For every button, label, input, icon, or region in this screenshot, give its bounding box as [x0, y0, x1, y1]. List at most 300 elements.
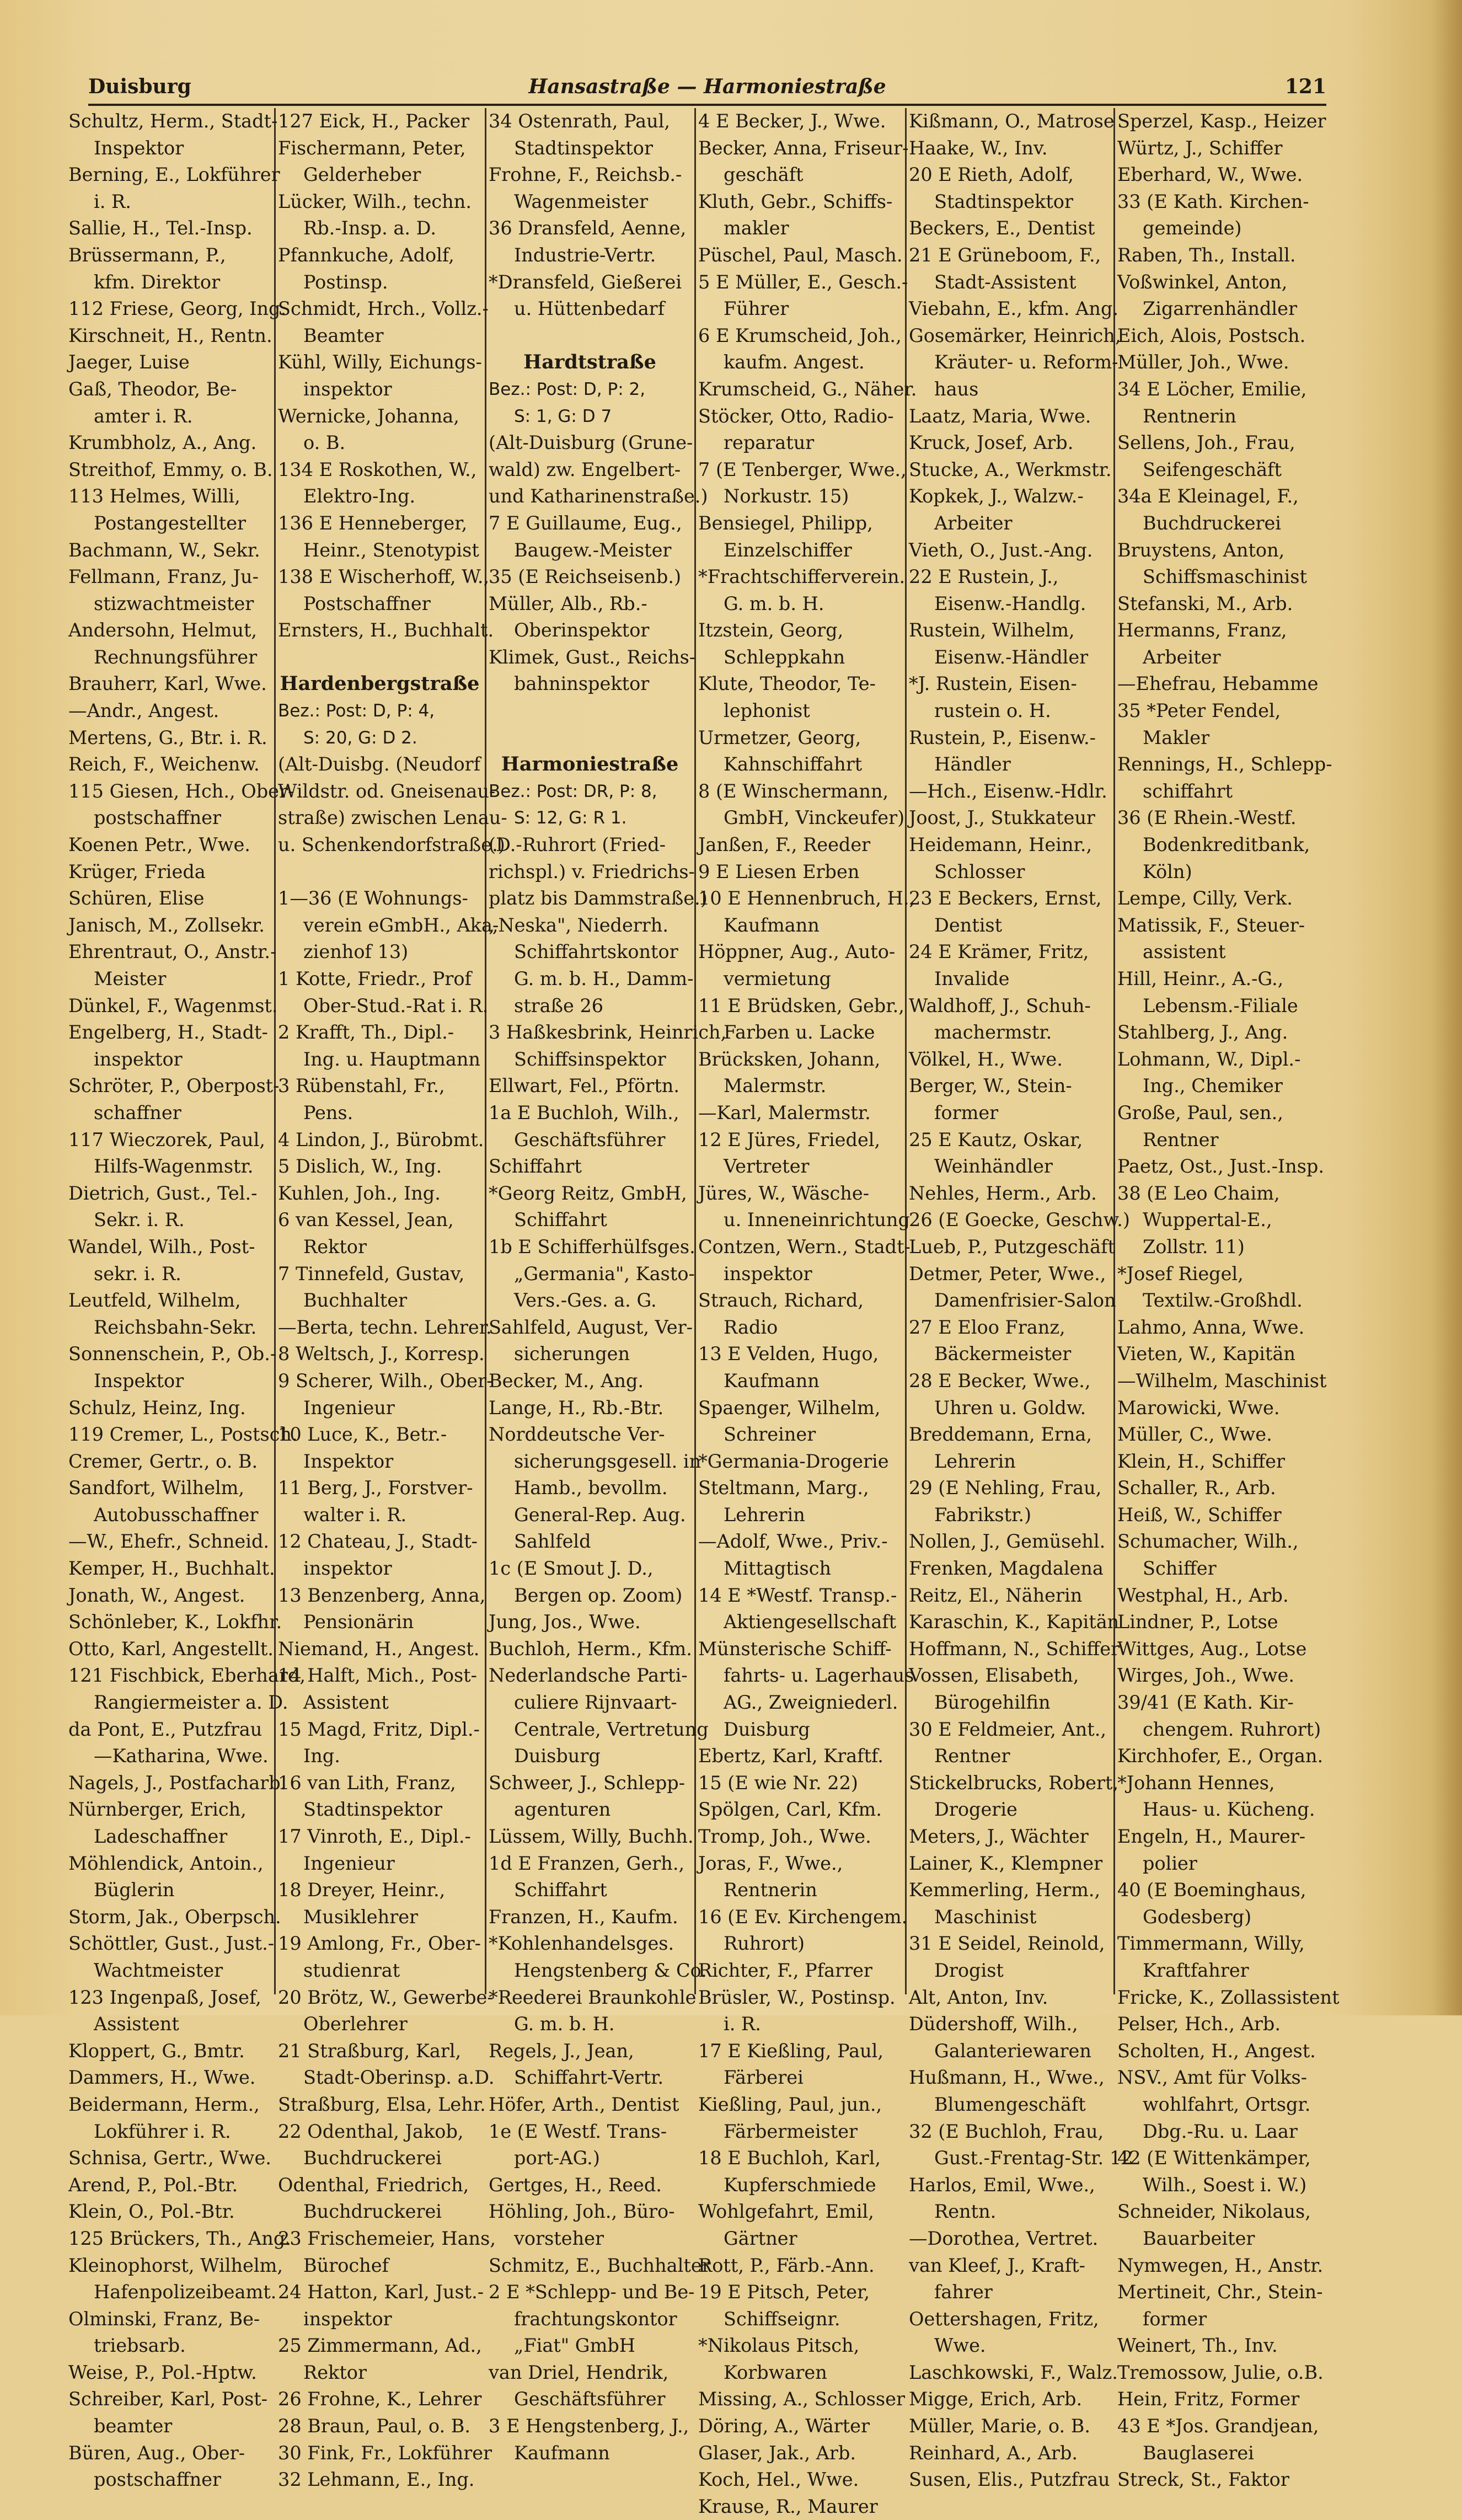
directory-entry-line: 18 E Buchloh, Karl, — [698, 2147, 881, 2169]
directory-entry-line: Jung, Jos., Wwe. — [489, 1611, 641, 1633]
directory-entry-line: Storm, Jak., Oberpsch. — [68, 1906, 281, 1928]
directory-entry-line: Heiß, W., Schiffer — [1117, 1504, 1282, 1526]
directory-entry-line: Schiffahrt — [489, 1155, 582, 1178]
directory-entry-line: Nagels, J., Postfacharb. — [68, 1772, 287, 1794]
directory-entry-line: Pelser, Hch., Arb. — [1117, 2013, 1281, 2035]
directory-entry-line: vermietung — [724, 968, 832, 989]
directory-entry-line: Hill, Heinr., A.-G., — [1117, 968, 1284, 989]
directory-entry-line: Joras, F., Wwe., — [698, 1852, 843, 1874]
street-heading: Hardenbergstraße — [280, 672, 480, 695]
directory-entry-line: Lueb, P., Putzgeschäft — [909, 1235, 1115, 1258]
directory-entry-line: Rennings, H., Schlepp- — [1117, 753, 1332, 775]
directory-entry-line: Gosemärker, Heinrich, — [909, 324, 1121, 346]
directory-entry-line: Duisburg — [514, 1745, 601, 1767]
directory-entry-line: Ing., Chemiker — [1143, 1075, 1283, 1097]
directory-entry-line: fahrts- u. Lagerhaus — [724, 1665, 914, 1687]
directory-entry-line: Bürochef — [303, 2254, 389, 2276]
directory-entry-line: 14 E *Westf. Transp.- — [698, 1584, 897, 1606]
directory-entry-line: Sahlfeld, August, Ver- — [489, 1316, 693, 1338]
directory-entry-line: Kuhlen, Joh., Ing. — [278, 1182, 441, 1204]
directory-entry-line: Schiffsmaschinist — [1143, 566, 1307, 588]
directory-entry-line: Lehrerin — [724, 1504, 805, 1526]
directory-entry-line: Susen, Elis., Putzfrau — [909, 2469, 1110, 2491]
directory-entry-line: Paetz, Ost., Just.-Insp. — [1117, 1155, 1325, 1178]
directory-entry-line: Hußmann, H., Wwe., — [909, 2067, 1105, 2089]
directory-entry-line: Kühl, Willy, Eichungs- — [278, 351, 482, 373]
directory-entry-line: 125 Brückers, Th., Ang. — [68, 2227, 291, 2249]
directory-entry-line: Buchdruckerei — [303, 2201, 442, 2223]
directory-entry-line: Sellens, Joh., Frau, — [1117, 432, 1295, 454]
directory-entry-line: 6 E Krumscheid, Joh., — [698, 324, 902, 346]
directory-entry-line: G. m. b. H. — [724, 592, 824, 614]
directory-entry-line: Detmer, Peter, Wwe., — [909, 1262, 1106, 1285]
directory-entry-line: schaffner — [94, 1101, 181, 1123]
directory-entry-line: Einzelschiffer — [724, 539, 852, 561]
directory-entry-line: Matissik, F., Steuer- — [1117, 914, 1305, 936]
directory-entry-line: zienhof 13) — [303, 941, 409, 963]
directory-entry-line: Wwe. — [934, 2335, 986, 2357]
directory-entry-line: Blumengeschäft — [934, 2093, 1086, 2115]
directory-entry-line: Ernsters, H., Buchhalt. — [278, 619, 494, 641]
directory-entry-line: Meister — [94, 968, 167, 989]
directory-entry-line: Meters, J., Wächter — [909, 1826, 1089, 1847]
directory-entry-line: Dammers, H., Wwe. — [68, 2067, 256, 2089]
directory-column-6 — [1115, 108, 1340, 2491]
directory-entry-line: Farben u. Lacke — [724, 1021, 875, 1044]
directory-entry-line: Schreiner — [724, 1424, 816, 1446]
directory-entry-line: 127 Eick, H., Packer — [278, 110, 470, 132]
directory-entry-line: 13 E Velden, Hugo, — [698, 1343, 879, 1365]
directory-entry-line: *Germania-Drogerie — [698, 1450, 889, 1472]
directory-entry-line: Postschaffner — [303, 592, 431, 614]
directory-entry-line: (Alt-Duisbg. (Neudorf — [278, 753, 481, 775]
directory-entry-line: —Adolf, Wwe., Priv.- — [698, 1531, 888, 1553]
directory-entry-line: Weinhändler — [934, 1155, 1053, 1178]
directory-entry-line: Zollstr. 11) — [1143, 1235, 1245, 1258]
directory-entry-line: Rektor — [303, 1235, 367, 1258]
directory-entry-line: Inspektor — [303, 1450, 394, 1472]
directory-entry-line: 22 Odenthal, Jakob, — [278, 2120, 464, 2142]
directory-entry-line: Textilw.-Großhdl. — [1143, 1290, 1303, 1312]
directory-entry-line: 4 E Becker, J., Wwe. — [698, 110, 886, 132]
directory-entry-line: 23 Frischemeier, Hans, — [278, 2227, 496, 2249]
directory-entry-line: Laatz, Maria, Wwe. — [909, 405, 1091, 427]
directory-entry-line: Müller, Alb., Rb.- — [489, 592, 647, 614]
directory-entry-line: Vieten, W., Kapitän — [1117, 1343, 1295, 1365]
directory-entry-line: Viebahn, E., kfm. Ang. — [909, 298, 1119, 320]
directory-entry-line: Fricke, K., Zollassistent — [1117, 1986, 1340, 2008]
directory-entry-line: 3 Haßkesbrink, Heinrich, — [489, 1021, 727, 1044]
directory-entry-line: Sperzel, Kasp., Heizer — [1117, 110, 1326, 132]
directory-entry-line: Mittagtisch — [724, 1558, 832, 1580]
directory-entry-line: Würtz, J., Schiffer — [1117, 137, 1283, 159]
directory-entry-line: 2 E *Schlepp- und Be- — [489, 2281, 695, 2303]
directory-entry-line: Korbwaren — [724, 2361, 827, 2383]
directory-entry-line: Franzen, H., Kaufm. — [489, 1906, 678, 1928]
directory-entry-line: Schiffseignr. — [724, 2308, 840, 2330]
directory-entry-line: —Berta, techn. Lehrer. — [278, 1316, 492, 1338]
directory-entry-line: u. Hüttenbedarf — [514, 298, 665, 320]
directory-entry-line: Lücker, Wilh., techn. — [278, 190, 472, 212]
district-note: S: 12, G: R 1. — [514, 808, 627, 828]
directory-entry-line: —Wilhelm, Maschinist — [1117, 1369, 1327, 1392]
directory-entry-line: Bäckermeister — [934, 1343, 1072, 1365]
directory-entry-line: Bürogehilfin — [934, 1692, 1051, 1714]
directory-entry-line: Arbeiter — [934, 512, 1013, 534]
directory-entry-line: assistent — [1143, 941, 1226, 963]
directory-entry-line: Ing. u. Hauptmann — [303, 1048, 480, 1070]
directory-entry-line: 134 E Roskothen, W., — [278, 458, 477, 480]
directory-entry-line: Andersohn, Helmut, — [68, 619, 258, 641]
directory-entry-line: 26 Frohne, K., Lehrer — [278, 2388, 482, 2410]
directory-entry-line: 2 Krafft, Th., Dipl.- — [278, 1021, 454, 1044]
directory-entry-line: schiffahrt — [1143, 780, 1233, 802]
directory-entry-line: studienrat — [303, 1959, 400, 1981]
directory-entry-line: *Nikolaus Pitsch, — [698, 2335, 860, 2357]
directory-entry-line: Weise, P., Pol.-Hptw. — [68, 2361, 257, 2383]
directory-entry-line: Streck, St., Faktor — [1117, 2469, 1289, 2491]
directory-entry-line: 7 (E Tenberger, Wwe., — [698, 458, 907, 480]
directory-entry-line: Wagenmeister — [514, 190, 649, 212]
directory-entry-line: Centrale, Vertretung — [514, 1718, 709, 1740]
directory-entry-line: 11 Berg, J., Forstver- — [278, 1477, 473, 1499]
directory-entry-line: Beidermann, Herm., — [68, 2093, 260, 2115]
directory-entry-line: Assistent — [94, 2013, 179, 2035]
directory-entry-line: 3 Rübenstahl, Fr., — [278, 1075, 445, 1097]
directory-entry-line: 115 Giesen, Hch., Ober- — [68, 780, 294, 802]
directory-entry-line: 32 Lehmann, E., Ing. — [278, 2469, 475, 2491]
directory-entry-line: 4 Lindon, J., Bürobmt. — [278, 1128, 484, 1151]
directory-entry-line: Völkel, H., Wwe. — [909, 1048, 1063, 1070]
directory-entry-line: 1—36 (E Wohnungs- — [278, 887, 468, 909]
directory-entry-line: Marowicki, Wwe. — [1117, 1397, 1280, 1419]
directory-entry-line: Nehles, Herm., Arb. — [909, 1182, 1097, 1204]
directory-entry-line: Harlos, Emil, Wwe., — [909, 2174, 1095, 2196]
district-note: S: 20, G: D 2. — [303, 727, 417, 748]
directory-entry-line: 1c (E Smout J. D., — [489, 1558, 654, 1580]
directory-entry-line: Elektro-Ing. — [303, 485, 416, 507]
directory-entry-line: Bensiegel, Philipp, — [698, 512, 873, 534]
directory-entry-line: Rentner — [1143, 1128, 1219, 1151]
directory-entry-line: agenturen — [514, 1799, 611, 1821]
directory-entry-line: —Karl, Malermstr. — [698, 1101, 871, 1123]
directory-entry-line: reparatur — [724, 432, 815, 454]
directory-entry-line: Straßburg, Elsa, Lehr. — [278, 2093, 486, 2115]
directory-entry-line: 13 Benzenberg, Anna, — [278, 1584, 486, 1606]
directory-entry-line: Stickelbrucks, Robert, — [909, 1772, 1119, 1794]
directory-entry-line: 35 *Peter Fendel, — [1117, 700, 1281, 722]
directory-entry-line: Wirges, Joh., Wwe. — [1117, 1665, 1295, 1687]
directory-entry-line: Duisburg — [724, 1718, 810, 1740]
directory-entry-line: port-AG.) — [514, 2147, 600, 2169]
directory-entry-line: Eisenw.-Händler — [934, 646, 1089, 668]
directory-entry-line: i. R. — [94, 190, 131, 212]
directory-entry-line: 43 E *Jos. Grandjean, — [1117, 2415, 1319, 2437]
directory-entry-line: 29 (E Nehling, Frau, — [909, 1477, 1102, 1499]
directory-entry-line: Schiffahrt — [514, 1879, 607, 1901]
directory-entry-line: Schröter, P., Oberpost- — [68, 1075, 280, 1097]
directory-entry-line: G. m. b. H. — [514, 2013, 615, 2035]
directory-entry-line: Seifengeschäft — [1143, 458, 1282, 480]
directory-entry-line: Damenfrisier-Salon — [934, 1290, 1116, 1312]
directory-entry-line: Schiffer — [1143, 1558, 1217, 1580]
directory-entry-line: verein eGmbH., Aka- — [303, 914, 499, 936]
directory-entry-line: Gust.-Frentag-Str. 12 — [934, 2147, 1133, 2169]
directory-entry-line: Engelberg, H., Stadt- — [68, 1021, 268, 1044]
directory-entry-line: —Katharina, Wwe. — [94, 1745, 269, 1767]
directory-entry-line: Bauglaserei — [1143, 2442, 1254, 2464]
directory-entry-line: Schreiber, Karl, Post- — [68, 2388, 268, 2410]
directory-entry-line: Makler — [1143, 726, 1210, 748]
directory-entry-line: Schüren, Elise — [68, 887, 205, 909]
directory-entry-line: 31 E Seidel, Reinold, — [909, 1933, 1105, 1955]
directory-entry-line: Müller, Marie, o. B. — [909, 2415, 1091, 2437]
directory-entry-line: Geschäftsführer — [514, 2388, 666, 2410]
directory-entry-line: platz bis Dammstraße.) — [489, 887, 708, 909]
directory-entry-line: Drogist — [934, 1959, 1004, 1981]
directory-entry-line: Stadt-Oberinsp. a.D. — [303, 2067, 495, 2089]
directory-entry-line: Krumbholz, A., Ang. — [68, 432, 257, 454]
directory-entry-line: Stadtinspektor — [514, 137, 653, 159]
directory-entry-line: wald) zw. Engelbert- — [489, 458, 681, 480]
directory-entry-line: Reitz, El., Näherin — [909, 1584, 1083, 1606]
directory-entry-line: Jüres, W., Wäsche- — [698, 1182, 870, 1204]
directory-entry-line: Rentn. — [934, 2201, 997, 2223]
directory-entry-line: Rb.-Insp. a. D. — [303, 217, 436, 239]
directory-entry-line: Strauch, Richard, — [698, 1290, 864, 1312]
directory-entry-line: Schaller, R., Arb. — [1117, 1477, 1276, 1499]
directory-entry-line: Postangestellter — [94, 512, 247, 534]
directory-entry-line: 10 E Hennenbruch, H., — [698, 887, 915, 909]
directory-entry-line: Große, Paul, sen., — [1117, 1101, 1283, 1123]
directory-columns — [66, 108, 1340, 2517]
directory-entry-line: Uhren u. Goldw. — [934, 1397, 1086, 1419]
directory-entry-line: Brauherr, Karl, Wwe. — [68, 673, 267, 695]
directory-entry-line: Schöttler, Gust., Just.- — [68, 1933, 275, 1955]
directory-entry-line: 117 Wieczorek, Paul, — [68, 1128, 265, 1151]
directory-entry-line: Ober-Stud.-Rat i. R. — [303, 994, 489, 1016]
directory-entry-line: straße) zwischen Lenau- — [278, 807, 507, 829]
directory-entry-line: Brüssermann, P., — [68, 244, 226, 266]
directory-column-3 — [486, 108, 727, 2464]
directory-entry-line: Arbeiter — [1143, 646, 1221, 668]
directory-entry-line: Nürnberger, Erich, — [68, 1799, 247, 1821]
directory-entry-line: sicherungen — [514, 1343, 630, 1365]
directory-entry-line: Hafenpolizeibeamt. — [94, 2281, 277, 2303]
directory-entry-line: Inspektor — [94, 1369, 184, 1392]
directory-entry-line: Regels, J., Jean, — [489, 2040, 634, 2062]
directory-entry-line: und Katharinenstraße.) — [489, 485, 708, 507]
directory-entry-line: 25 E Kautz, Oskar, — [909, 1128, 1083, 1151]
directory-entry-line: G. m. b. H., Damm- — [514, 968, 694, 989]
directory-entry-line: (Alt-Duisburg (Grune- — [489, 432, 693, 454]
directory-entry-line: —Ehefrau, Hebamme — [1117, 673, 1319, 695]
directory-entry-line: u. Schenkendorfstraße.) — [278, 834, 505, 856]
directory-entry-line: u. Inneneinrichtung — [724, 1209, 910, 1231]
directory-entry-line: Haake, W., Inv. — [909, 137, 1048, 159]
directory-entry-line: 9 E Liesen Erben — [698, 860, 860, 882]
directory-entry-line: Schleppkahn — [724, 646, 845, 668]
directory-entry-line: Lindner, P., Lotse — [1117, 1611, 1278, 1633]
directory-entry-line: *Georg Reitz, GmbH, — [489, 1182, 687, 1204]
directory-entry-line: Wilh., Soest i. W.) — [1143, 2174, 1307, 2196]
directory-entry-line: inspektor — [303, 378, 392, 400]
directory-entry-line: former — [934, 1101, 999, 1123]
page-header — [88, 72, 1326, 106]
directory-entry-line: postschaffner — [94, 2469, 221, 2491]
directory-entry-line: Krüger, Frieda — [68, 860, 206, 882]
directory-entry-line: Fischermann, Peter, — [278, 137, 466, 159]
directory-entry-line: 1 Kotte, Friedr., Prof — [278, 968, 472, 989]
directory-entry-line: Kopkek, J., Walzw.- — [909, 485, 1084, 507]
directory-entry-line: Oettershagen, Fritz, — [909, 2308, 1099, 2330]
directory-entry-line: 27 E Eloo Franz, — [909, 1316, 1065, 1338]
directory-entry-line: Krumscheid, G., Näher. — [698, 378, 917, 400]
directory-entry-line: Niemand, H., Angest. — [278, 1638, 480, 1660]
directory-entry-line: Pensionärin — [303, 1611, 414, 1633]
directory-entry-line: Büren, Aug., Ober- — [68, 2442, 245, 2464]
directory-entry-line: Engeln, H., Maurer- — [1117, 1826, 1306, 1847]
directory-entry-line: Vossen, Elisabeth, — [909, 1665, 1079, 1687]
directory-entry-line: Ingenieur — [303, 1852, 395, 1874]
directory-entry-line: bahninspektor — [514, 673, 650, 695]
directory-entry-line: 22 E Rustein, J., — [909, 566, 1059, 588]
directory-entry-line: 17 Vinroth, E., Dipl.- — [278, 1826, 471, 1847]
directory-entry-line: Koenen Petr., Wwe. — [68, 834, 250, 856]
directory-entry-line: Rott, P., Färb.-Ann. — [698, 2254, 875, 2276]
directory-entry-line: Frohne, F., Reichsb.- — [489, 164, 682, 186]
directory-entry-line: Schultz, Herm., Stadt- — [68, 110, 278, 132]
directory-entry-line: Laschkowski, F., Walz. — [909, 2361, 1118, 2383]
directory-entry-line: Wachtmeister — [94, 1959, 223, 1981]
directory-entry-line: Janßen, F., Reeder — [698, 834, 871, 856]
directory-entry-line: Waldhoff, J., Schuh- — [909, 994, 1091, 1016]
directory-entry-line: Radio — [724, 1316, 778, 1338]
directory-entry-line: Lange, H., Rb.-Btr. — [489, 1397, 664, 1419]
directory-entry-line: Weinert, Th., Inv. — [1117, 2335, 1278, 2357]
directory-entry-line: gemeinde) — [1143, 217, 1242, 239]
directory-entry-line: Stadtinspektor — [303, 1799, 442, 1821]
directory-entry-line: Reinhard, A., Arb. — [909, 2442, 1078, 2464]
spacer — [489, 323, 691, 350]
directory-entry-line: Kupferschmiede — [724, 2174, 876, 2196]
directory-entry-line: Beckers, E., Dentist — [909, 217, 1095, 239]
directory-entry-line: Kraftfahrer — [1143, 1959, 1249, 1981]
directory-entry-line: Missing, A., Schlosser — [698, 2388, 905, 2410]
directory-entry-line: 30 Fink, Fr., Lokführer — [278, 2442, 492, 2464]
directory-entry-line: Kruck, Josef, Arb. — [909, 432, 1074, 454]
directory-entry-line: Höhling, Joh., Büro- — [489, 2201, 675, 2223]
directory-entry-line: Schnisa, Gertr., Wwe. — [68, 2147, 271, 2169]
directory-entry-line: inspektor — [94, 1048, 183, 1070]
directory-entry-line: Dbg.-Ru. u. Laar — [1143, 2120, 1298, 2142]
directory-entry-line: Lehrerin — [934, 1450, 1016, 1472]
directory-entry-line: General-Rep. Aug. — [514, 1504, 686, 1526]
spacer — [489, 725, 691, 752]
directory-entry-line: Dietrich, Gust., Tel.- — [68, 1182, 258, 1204]
directory-entry-line: 112 Friese, Georg, Ing. — [68, 298, 287, 320]
directory-entry-line: 17 E Kießling, Paul, — [698, 2040, 884, 2062]
directory-entry-line: Lokführer i. R. — [94, 2120, 231, 2142]
directory-entry-line: Olminski, Franz, Be- — [68, 2308, 260, 2330]
directory-entry-line: Bergen op. Zoom) — [514, 1584, 683, 1606]
header-street-range: Hansastraße — Harmoniestraße — [528, 75, 886, 98]
directory-entry-line: (D.-Ruhrort (Fried- — [489, 834, 666, 856]
directory-entry-line: Krause, R., Maurer — [698, 2495, 878, 2517]
directory-entry-line: Mertens, G., Btr. i. R. — [68, 726, 267, 748]
directory-entry-line: 28 E Becker, Wwe., — [909, 1369, 1091, 1392]
district-note: Bez.: Post: D, P: 4, — [278, 701, 435, 721]
directory-entry-line: Oberlehrer — [303, 2013, 408, 2035]
directory-entry-line: Büglerin — [94, 1879, 175, 1901]
directory-entry-line: Händler — [934, 753, 1011, 775]
directory-entry-line: Sandfort, Wilhelm, — [68, 1477, 245, 1499]
directory-entry-line: Stucke, A., Werkmstr. — [909, 458, 1112, 480]
directory-entry-line: Leutfeld, Wilhelm, — [68, 1290, 241, 1312]
directory-entry-line: van Kleef, J., Kraft- — [909, 2254, 1085, 2276]
directory-entry-line: 138 E Wischerhoff, W., — [278, 566, 490, 588]
directory-entry-line: Alt, Anton, Inv. — [909, 1986, 1048, 2008]
directory-entry-line: 3 E Hengstenberg, J., — [489, 2415, 689, 2437]
directory-entry-line: Galanteriewaren — [934, 2040, 1091, 2062]
directory-entry-line: Glaser, Jak., Arb. — [698, 2442, 856, 2464]
directory-entry-line: Bauarbeiter — [1143, 2227, 1255, 2249]
directory-entry-line: Zigarrenhändler — [1143, 298, 1297, 320]
directory-entry-line: Frenken, Magdalena — [909, 1558, 1104, 1580]
directory-entry-line: Wittges, Aug., Lotse — [1117, 1638, 1307, 1660]
directory-entry-line: Schönleber, K., Lokfhr. — [68, 1611, 282, 1633]
directory-entry-line: Färbermeister — [724, 2120, 858, 2142]
directory-entry-line: Heidemann, Heinr., — [909, 834, 1093, 856]
directory-entry-line: Brücksken, Johann, — [698, 1048, 881, 1070]
directory-entry-line: —Hch., Eisenw.-Hdlr. — [909, 780, 1107, 802]
directory-entry-line: Schumacher, Wilh., — [1117, 1531, 1299, 1553]
directory-entry-line: Klein, H., Schiffer — [1117, 1450, 1285, 1472]
directory-entry-line: 16 van Lith, Franz, — [278, 1772, 456, 1794]
directory-entry-line: Urmetzer, Georg, — [698, 726, 861, 748]
directory-entry-line: Hoffmann, N., Schiffer — [909, 1638, 1120, 1660]
directory-entry-line: Beamter — [303, 324, 384, 346]
directory-entry-line: Bodenkreditbank, — [1143, 834, 1310, 856]
directory-entry-line: —Andr., Angest. — [68, 700, 219, 722]
directory-entry-line: Klein, O., Pol.-Btr. — [68, 2201, 235, 2223]
directory-entry-line: Kluth, Gebr., Schiffs- — [698, 190, 893, 212]
directory-entry-line: Höppner, Aug., Auto- — [698, 941, 896, 963]
directory-entry-line: lephonist — [724, 700, 810, 722]
directory-entry-line: Migge, Erich, Arb. — [909, 2388, 1083, 2410]
directory-entry-line: Hermanns, Franz, — [1117, 619, 1287, 641]
directory-entry-line: Kräuter- u. Reform- — [934, 351, 1118, 373]
directory-entry-line: Drogerie — [934, 1799, 1017, 1821]
directory-entry-line: Gertges, H., Reed. — [489, 2174, 662, 2196]
directory-entry-line: 19 Amlong, Fr., Ober- — [278, 1933, 481, 1955]
directory-entry-line: 20 E Rieth, Adolf, — [909, 164, 1074, 186]
directory-entry-line: Gärtner — [724, 2227, 797, 2249]
directory-entry-line: Kaufmann — [724, 1369, 820, 1392]
directory-entry-line: 34 E Löcher, Emilie, — [1117, 378, 1307, 400]
directory-entry-line: Nederlandsche Parti- — [489, 1665, 688, 1687]
directory-entry-line: Nymwegen, H., Anstr. — [1117, 2254, 1324, 2276]
directory-entry-line: AG., Zweigniederl. — [724, 1692, 898, 1714]
directory-entry-line: Geschäftsführer — [514, 1128, 666, 1151]
directory-entry-line: 121 Fischbick, Eberhard, — [68, 1665, 306, 1687]
directory-entry-line: Richter, F., Pfarrer — [698, 1959, 872, 1981]
directory-entry-line: postschaffner — [94, 807, 221, 829]
directory-entry-line: Lempe, Cilly, Verk. — [1117, 887, 1293, 909]
directory-entry-line: Sonnenschein, P., Ob.- — [68, 1343, 277, 1365]
directory-entry-line: Spölgen, Carl, Kfm. — [698, 1799, 882, 1821]
directory-entry-line: Vertreter — [724, 1155, 810, 1178]
